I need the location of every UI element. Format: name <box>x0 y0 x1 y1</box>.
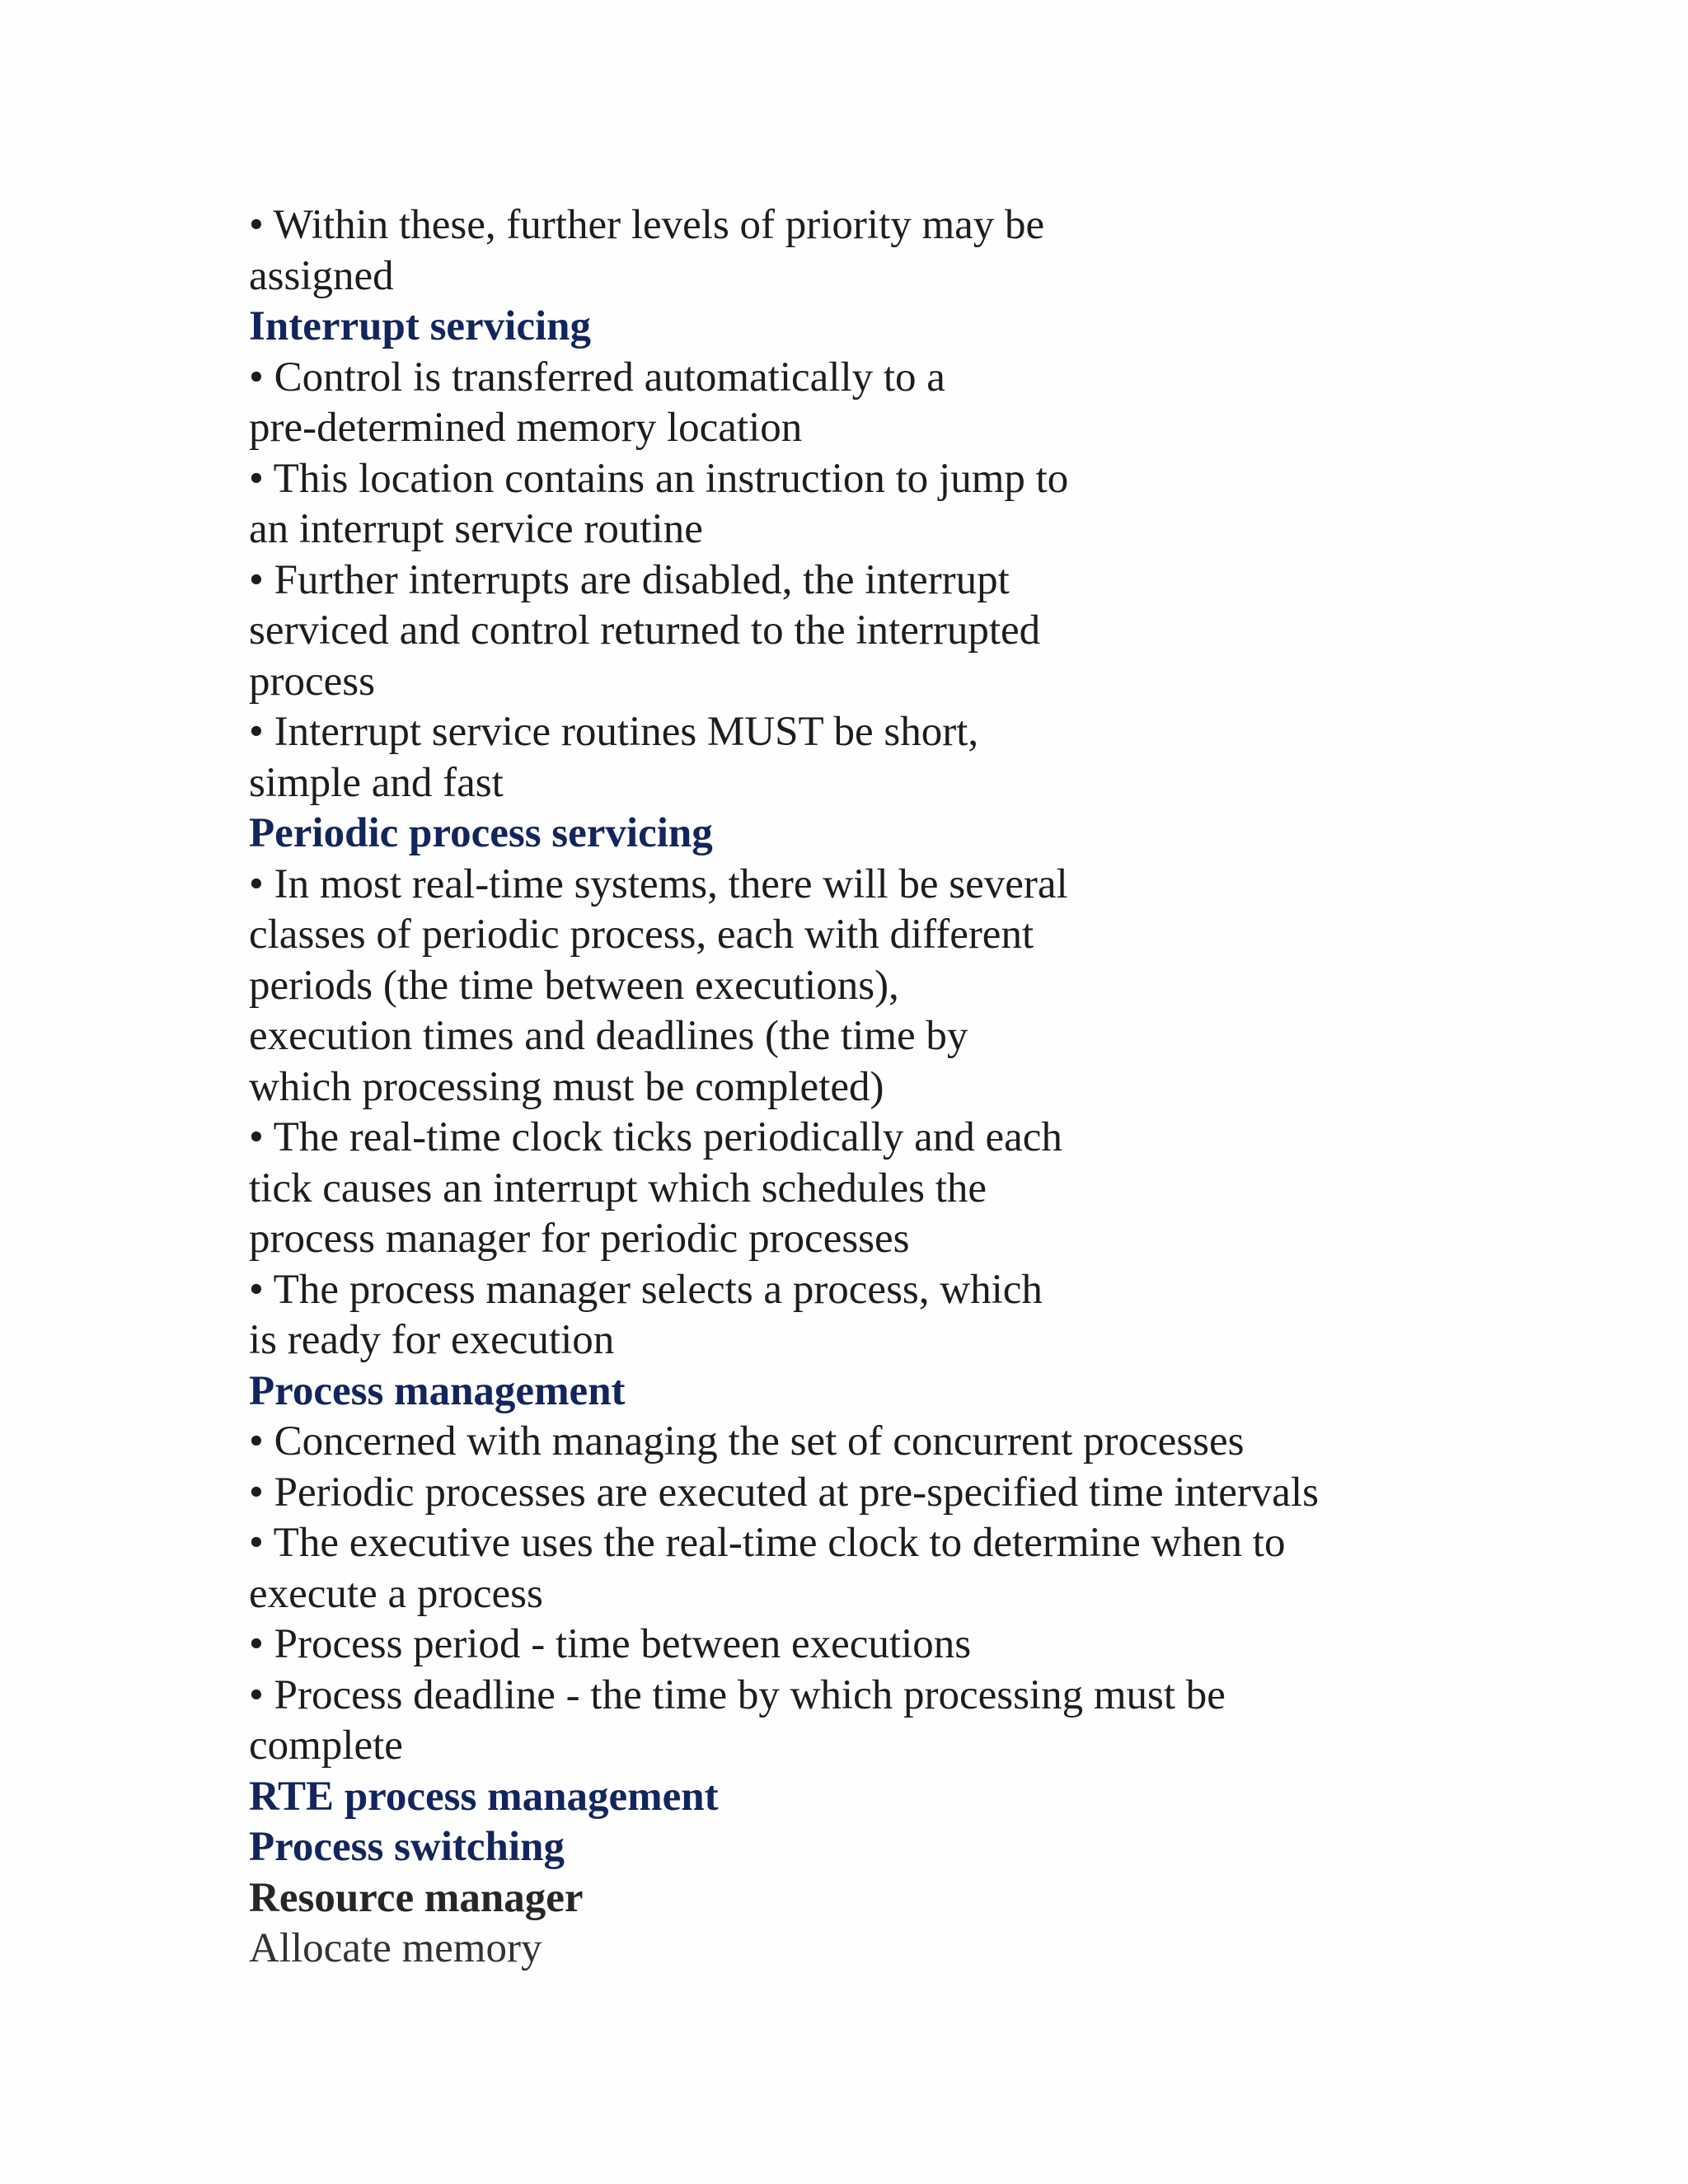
bullet-text: • The real-time clock ticks periodically and each <box>249 1114 1062 1160</box>
section-heading-interrupt-servicing: Interrupt servicing <box>249 303 592 349</box>
bullet-text: • The executive uses the real-time clock to determine when to <box>249 1520 1286 1566</box>
bullet-text: • Further interrupts are disabled, the interrupt <box>249 556 1010 603</box>
bullet-text: process manager for periodic processes <box>249 1216 910 1262</box>
bullet-text: classes of periodic process, each with different <box>249 912 1034 958</box>
document-body <box>249 200 1650 1975</box>
section-heading-process-switching: Process switching <box>249 1824 565 1870</box>
bullet-text: • In most real-time systems, there will be several <box>249 860 1068 907</box>
bullet-text: process <box>249 658 375 705</box>
section-heading-process-management: Process management <box>249 1367 626 1414</box>
bullet-text: pre-determined memory location <box>249 405 803 451</box>
bullet-text: execution times and deadlines (the time by <box>249 1013 968 1059</box>
section-heading-periodic-process-servicing: Periodic process servicing <box>249 810 713 856</box>
bullet-text: an interrupt service routine <box>249 506 703 552</box>
bullet-text: • Control is transferred automatically to a <box>249 354 945 401</box>
bullet-text: • Periodic processes are executed at pre-specified time intervals <box>249 1469 1319 1516</box>
bullet-text: • Interrupt service routines MUST be short, <box>249 709 979 755</box>
bullet-text: tick causes an interrupt which schedules the <box>249 1165 987 1212</box>
bullet-text: • Process deadline - the time by which processing must be <box>249 1671 1226 1718</box>
section-heading-rte-process-management: RTE process management <box>249 1773 719 1820</box>
bullet-text: periods (the time between executions), <box>249 962 899 1009</box>
bullet-text: • Concerned with managing the set of concurrent processes <box>249 1418 1245 1465</box>
bullet-text: • Process period - time between executions <box>249 1621 972 1667</box>
bullet-text: serviced and control returned to the interrupted <box>249 607 1041 654</box>
bullet-text: • Within these, further levels of priority may be <box>249 202 1045 248</box>
bullet-text: • The process manager selects a process, which <box>249 1266 1043 1313</box>
section-heading-resource-manager: Resource manager <box>249 1874 584 1921</box>
bullet-text: assigned <box>249 252 394 299</box>
bullet-text: is ready for execution <box>249 1317 615 1363</box>
body-text-allocate-memory: Allocate memory <box>249 1925 542 1971</box>
bullet-text: which processing must be completed) <box>249 1063 884 1110</box>
bullet-text: • This location contains an instruction to jump to <box>249 455 1069 502</box>
bullet-text: execute a process <box>249 1570 543 1617</box>
bullet-text: complete <box>249 1722 403 1769</box>
bullet-text: simple and fast <box>249 759 504 806</box>
